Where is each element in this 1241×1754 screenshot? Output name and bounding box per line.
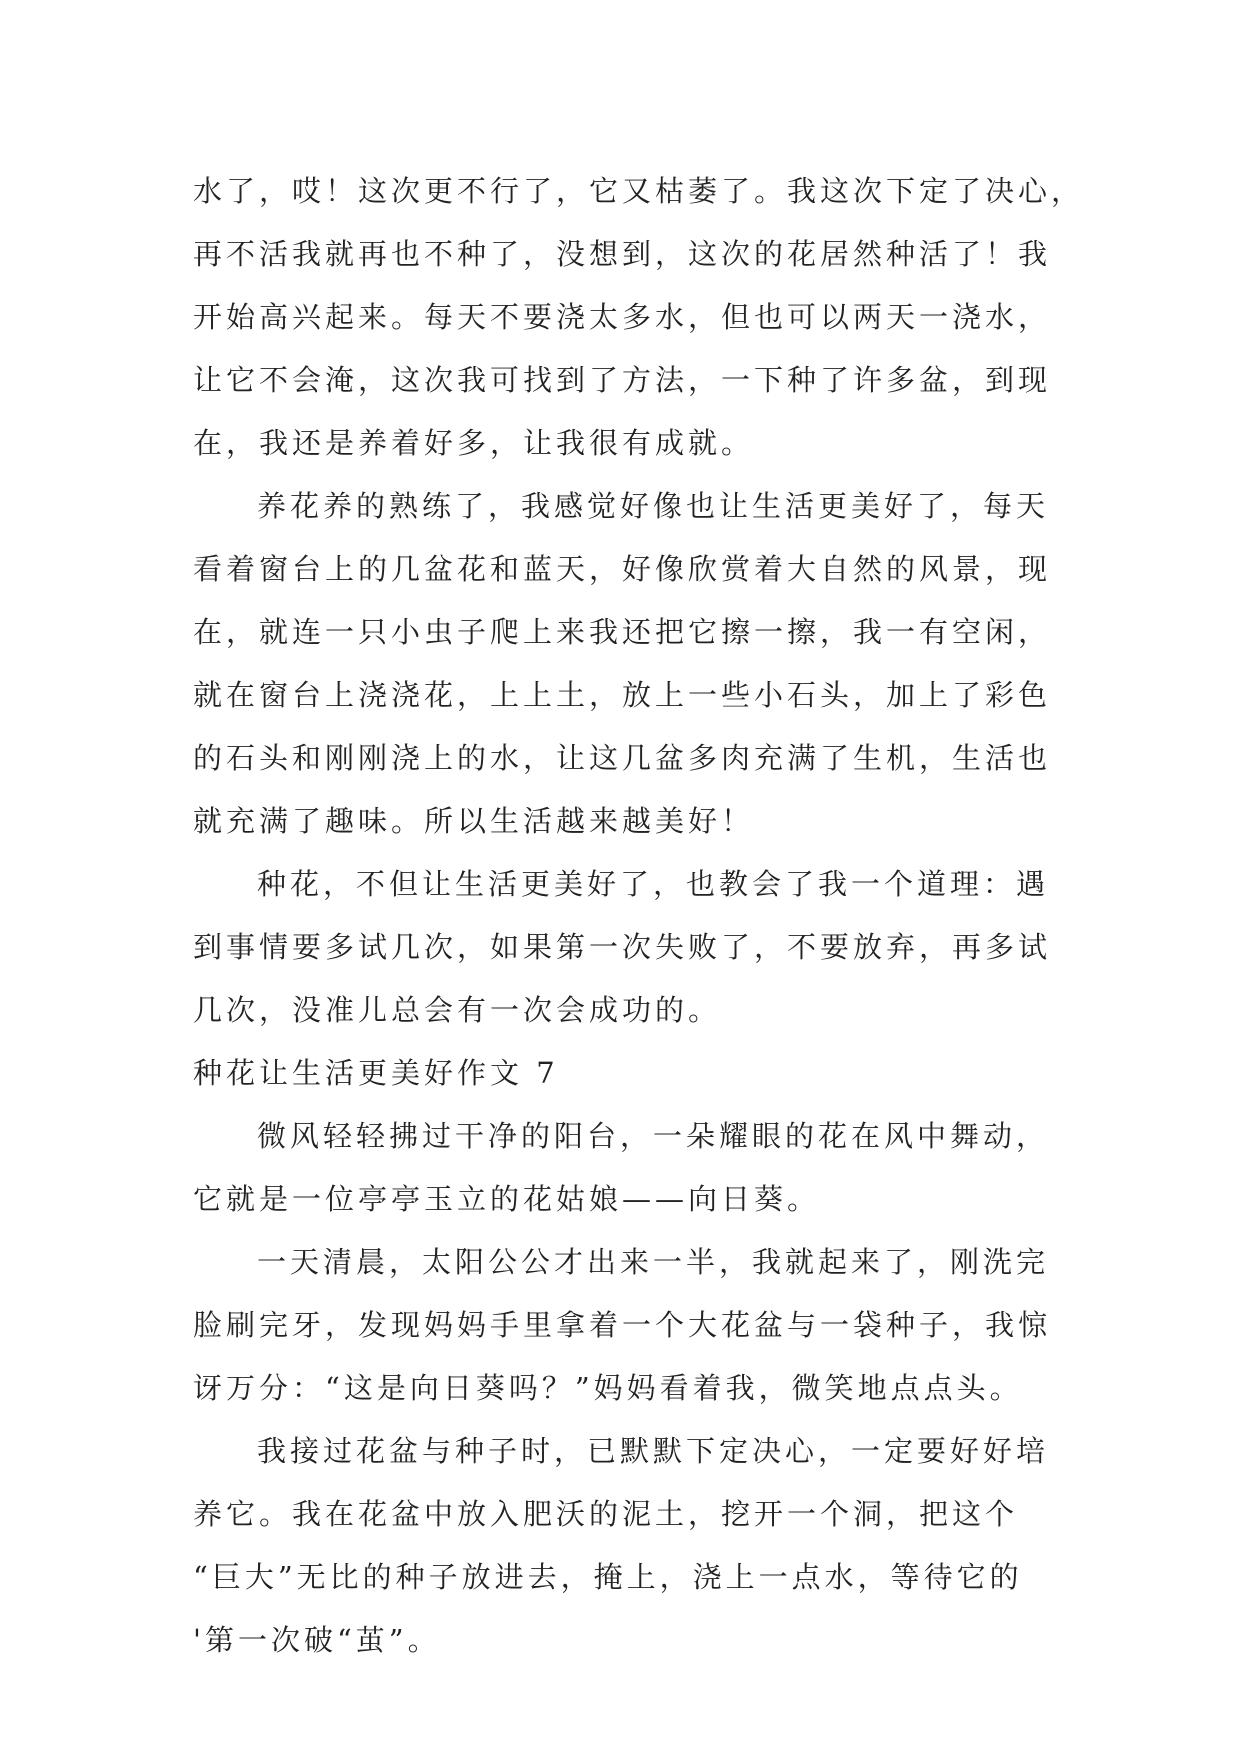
text-line: 再不活我就再也不种了，没想到，这次的花居然种活了！我 (193, 237, 1052, 271)
text-line: 几次，没准儿总会有一次会成功的。 (193, 993, 722, 1027)
text-line: 到事情要多试几次，如果第一次失败了，不要放弃，再多试 (193, 930, 1052, 964)
text-line: 养它。我在花盆中放入肥沃的泥土，挖开一个洞，把这个 (193, 1497, 1019, 1531)
paragraph (193, 1105, 1073, 1231)
text-line: 在，就连一只小虫子爬上来我还把它擦一擦，我一有空闲， (193, 615, 1052, 649)
text-line: 它就是一位亭亭玉立的花姑娘——向日葵。 (193, 1182, 821, 1216)
paragraph (193, 1231, 1073, 1420)
text-line: 开始高兴起来。每天不要浇太多水，但也可以两天一浇水， (193, 300, 1052, 334)
paragraph (193, 853, 1073, 1042)
text-line: 水了，哎！这次更不行了，它又枯萎了。我这次下定了决心， (193, 174, 1085, 208)
section-heading (193, 1042, 1073, 1105)
heading-text: 种花让生活更美好作文 7 (193, 1056, 559, 1090)
paragraph (193, 475, 1073, 853)
text-line: 一天清晨，太阳公公才出来一半，我就起来了，刚洗完 (257, 1245, 1050, 1279)
document-body (193, 160, 1085, 1672)
paragraph (193, 1420, 1073, 1672)
text-line: 看着窗台上的几盆花和蓝天，好像欣赏着大自然的风景，现 (193, 552, 1052, 586)
text-line: 就在窗台上浇浇花，上上土，放上一些小石头，加上了彩色 (193, 678, 1052, 712)
text-line: '第一次破“茧”。 (193, 1623, 441, 1657)
text-line: 让它不会淹，这次我可找到了方法，一下种了许多盆，到现 (193, 363, 1052, 397)
text-line: 我接过花盆与种子时，已默默下定决心，一定要好好培 (257, 1434, 1050, 1468)
text-line: 的石头和刚刚浇上的水，让这几盆多肉充满了生机，生活也 (193, 741, 1052, 775)
text-line: 微风轻轻拂过干净的阳台，一朵耀眼的花在风中舞动， (257, 1119, 1050, 1153)
text-line: “巨大”无比的种子放进去，掩上，浇上一点水，等待它的 (193, 1560, 1023, 1594)
text-line: 讶万分：“这是向日葵吗？”妈妈看着我，微笑地点点头。 (193, 1371, 1023, 1405)
text-line: 养花养的熟练了，我感觉好像也让生活更美好了，每天 (257, 489, 1050, 523)
text-line: 脸刷完牙，发现妈妈手里拿着一个大花盆与一袋种子，我惊 (193, 1308, 1052, 1342)
paragraph (193, 160, 1085, 475)
text-line: 在，我还是养着好多，让我很有成就。 (193, 426, 755, 460)
text-line: 种花，不但让生活更美好了，也教会了我一个道理：遇 (257, 867, 1050, 901)
text-line: 就充满了趣味。所以生活越来越美好！ (193, 804, 755, 838)
